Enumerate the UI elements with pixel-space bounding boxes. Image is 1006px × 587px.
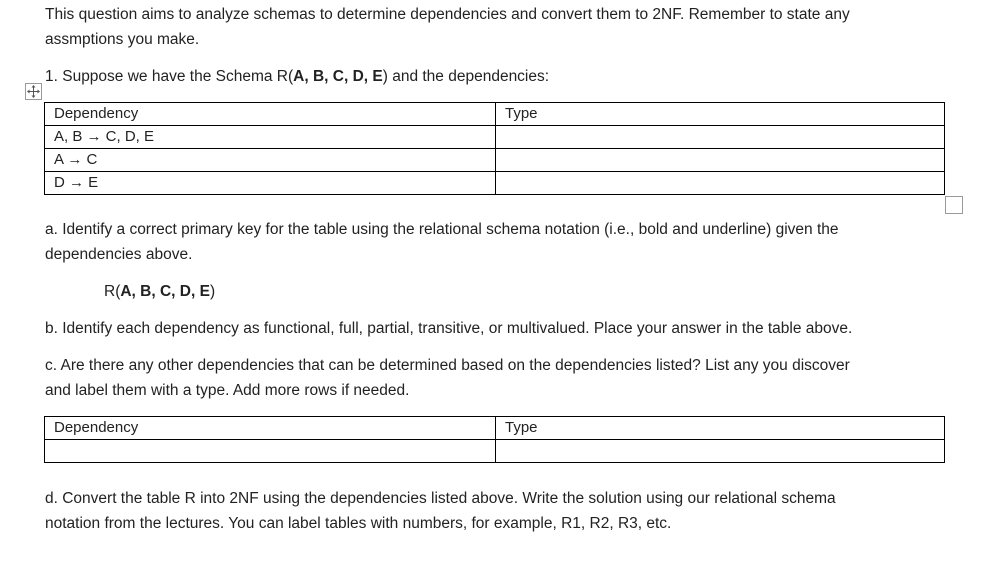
header-type[interactable]: Type [496,417,945,440]
header-dependency[interactable]: Dependency [45,103,496,126]
question-d-line-2: notation from the lectures. You can label tables with numbers, for example, R1, R2, R3, etc. [45,515,672,532]
table-move-handle-icon[interactable] [25,83,42,100]
question-d-line-1: d. Convert the table R into 2NF using the dependencies listed above. Write the solution using our relational schema [45,490,836,507]
dependency-cell[interactable]: A → C [45,149,496,172]
schema-attributes: A, B, C, D, E [120,283,210,300]
table-header-row [45,103,945,126]
table-row [45,172,945,195]
dependency-cell[interactable]: D → E [45,172,496,195]
table-row [45,149,945,172]
type-cell[interactable] [496,440,945,463]
question-1-attributes: A, B, C, D, E [293,68,383,85]
table-row [45,440,945,463]
question-b-text: b. Identify each dependency as functional, full, partial, transitive, or multivalued. Place your answer in the table above. [45,320,853,337]
question-b [45,316,995,341]
table-resize-handle-icon[interactable] [945,196,963,214]
table-header-row [45,417,945,440]
question-c-line-2: and label them with a type. Add more rows if needed. [45,382,410,399]
intro-line-2: assmptions you make. [45,31,200,48]
question-1-prefix: 1. Suppose we have the Schema R( [45,68,294,85]
header-type[interactable]: Type [496,103,945,126]
additional-dependency-table [44,416,945,463]
type-cell[interactable] [496,172,945,195]
question-c [45,353,945,403]
question-1-suffix: ) and the dependencies: [382,68,550,85]
type-cell[interactable] [496,126,945,149]
type-cell[interactable] [496,149,945,172]
schema-notation [104,279,504,304]
schema-prefix: R( [104,283,121,300]
question-a-line-2: dependencies above. [45,246,193,263]
question-a-line-1: a. Identify a correct primary key for the table using the relational schema notation (i.e., bold and underline) given the [45,221,839,238]
dependency-table [44,102,945,195]
dependency-cell[interactable]: A, B → C, D, E [45,126,496,149]
table-row [45,126,945,149]
question-d [45,486,945,536]
schema-suffix: ) [209,283,216,300]
question-c-line-1: c. Are there any other dependencies that can be determined based on the dependencies listed? List any you discover [45,357,850,374]
intro-line-1: This question aims to analyze schemas to determine dependencies and convert them to 2NF. Remember to state any [45,6,850,23]
header-dependency[interactable]: Dependency [45,417,496,440]
question-1 [45,64,945,89]
dependency-cell[interactable] [45,440,496,463]
intro-paragraph [45,2,945,52]
question-a [45,217,945,267]
